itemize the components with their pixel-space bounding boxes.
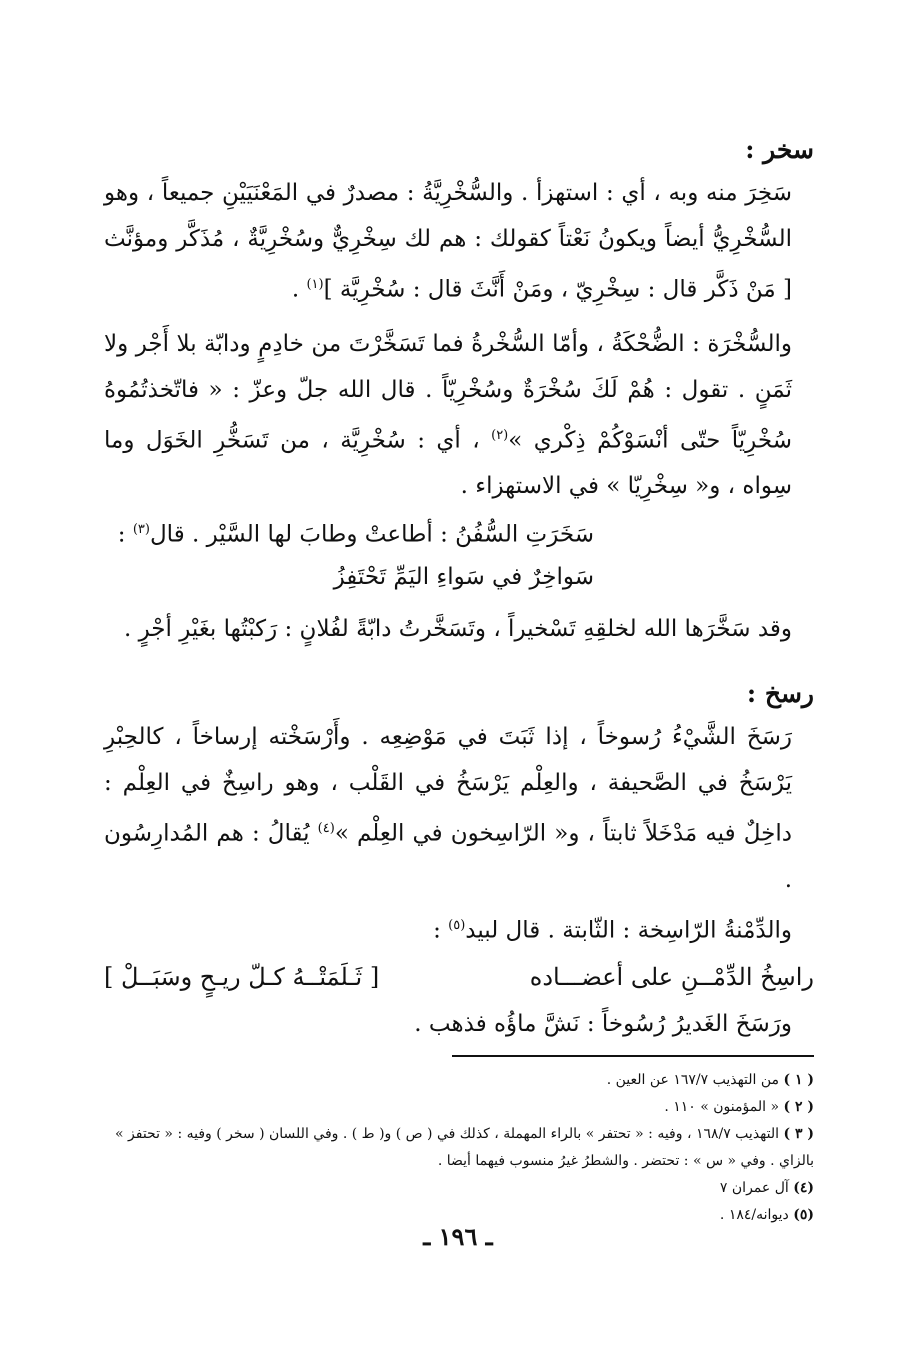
paragraph-text-end: . [291, 276, 307, 303]
entry-heading-rasakha: رسخ : [746, 678, 814, 708]
footnote-4 [104, 1175, 814, 1202]
paragraph-text-end: : [117, 521, 133, 548]
footnote-ref[interactable]: (٤) [317, 820, 335, 836]
quoted-block [104, 509, 814, 598]
footnote-divider [452, 1055, 814, 1057]
paragraph-text: سَخِرَ منه وبه ، أي : استهزأ . والسُّخْرِيَّةُ : مصدرٌ في المَعْنَيَيْنِ جميعاً ، وهو السُّخْرِيُّ أيضاً ويكونُ نَعْتاً كقولك : هم لك سِخْرِيٌّ وسُخْرِيَّةٌ ، مُذَكَّر ومؤنَّث [ مَنْ ذَكَّر قال : سِخْرِيّ ، ومَنْ أَنَّثَ قال : سُخْرِيَّة ] [104, 180, 792, 303]
footnote-ref[interactable]: (٢) [491, 427, 509, 443]
verse-first-hemistich: راسِخُ الدِّمْــنِ على أعضـــاده [529, 963, 814, 992]
paragraph [104, 321, 814, 510]
footnote-3 [104, 1121, 814, 1175]
footnote-ref[interactable]: (٣) [132, 522, 150, 538]
poetry-verse [104, 955, 814, 999]
footnote-number: ( ١ ) [783, 1072, 814, 1089]
footnote-number: ( ٢ ) [783, 1099, 814, 1116]
footnote-ref[interactable]: (١) [306, 277, 324, 292]
paragraph-text-end: يُقالُ : هم المُدارِسُون . [104, 820, 792, 893]
poetry-verse: سَواخِرٌ في سَواءِ اليَمِّ تَحْتَفِزُ [333, 563, 594, 590]
paragraph [104, 903, 814, 954]
paragraph-text: والدِّمْنةُ الرّاسِخة : الثّابتة . قال لبيد [465, 917, 792, 944]
footnote-ref[interactable]: (٥) [448, 917, 466, 933]
page-number: ـ ١٩٦ ـ [423, 1222, 493, 1251]
footnote-number: (٥) [793, 1207, 814, 1224]
paragraph [104, 170, 814, 313]
footnote-text: التهذيب ١٦٨/٧ ، وفيه : « تحتفر » بالراء المهملة ، كذلك في ( ص ) و( ط ) . وفي اللسان ( سخر ) وفيه : « تحتفز » بالزاي . وفي « س » : تحتضر . والشطرُ غيرُ منسوب فيهما أيضا . [115, 1126, 814, 1170]
verse-second-hemistich: [ ثَـلَمَتْــهُ كـلّ ريـحٍ وسَبَــلْ ] [104, 963, 380, 992]
paragraph-text: سَخَرَتِ السُّفُنُ : أطاعتْ وطابَ لها السَّيْر . قال [149, 521, 594, 548]
footnote-2 [104, 1094, 814, 1121]
paragraph-text: والسُّخْرَة : الضُّحْكَةُ ، وأمّا السُّخْرةُ فما تَسَخَّرْتَ من خادِمٍ ودابّة بلا أَجْر ولا ثَمَنٍ . تقول : هُمْ لَكَ سُخْرَةٌ وسُخْرِيّاً . قال الله جلّ وعزّ : « فاتّخذتُمُوهُ سُخْرِيّاً حتّى أنْسَوْكُمْ ذِكْري » [104, 330, 792, 454]
paragraph-text: رَسَخَ الشَّيْءُ رُسوخاً ، إذا ثَبَتَ في مَوْضِعِه . وأَرْسَخْته إرساخاً ، كالحِبْرِ يَرْسَخُ في الصَّحيفة ، والعِلْم يَرْسَخُ في القَلْب ، وهو راسِخٌ في العِلْم : داخِلٌ فيه مَدْخَلاً ثابتاً ، و« الرّاسِخون في العِلْم » [104, 723, 792, 847]
paragraph [104, 714, 814, 903]
footnote-text: ديوانه/١٨٤ . [719, 1207, 789, 1224]
footnotes [104, 1067, 814, 1229]
paragraph-text-end: : [433, 917, 449, 944]
footnote-text: آل عمران ٧ [719, 1180, 789, 1197]
paragraph-text-end: ، أي : سُخْرِيَّة ، من تَسَخُّرِ الخَوَل وما سِواه ، و« سِخْرِيّا » في الاستهزاء . [104, 427, 792, 500]
footnote-text: من التهذيب ١٦٧/٧ عن العين . [606, 1072, 780, 1089]
entry-heading-sakhara: سخر : [745, 135, 814, 164]
footnote-number: ( ٣ ) [783, 1126, 814, 1143]
paragraph: وقد سَخَّرَها الله لخلقِهِ تَسْخيراً ، وتَسَخَّرتُ دابّةً لفُلانٍ : رَكبْتُها بغَيْرِ أجْرٍ . [123, 615, 792, 642]
paragraph: ورَسَخَ الغَديرُ رُسُوخاً : نَشَّ ماؤُه فذهب . [414, 1011, 792, 1038]
footnote-1 [104, 1067, 814, 1094]
footnote-number: (٤) [793, 1180, 814, 1197]
paragraph [104, 509, 594, 556]
footnote-text: « المؤمنون » ١١٠ . [664, 1099, 780, 1116]
